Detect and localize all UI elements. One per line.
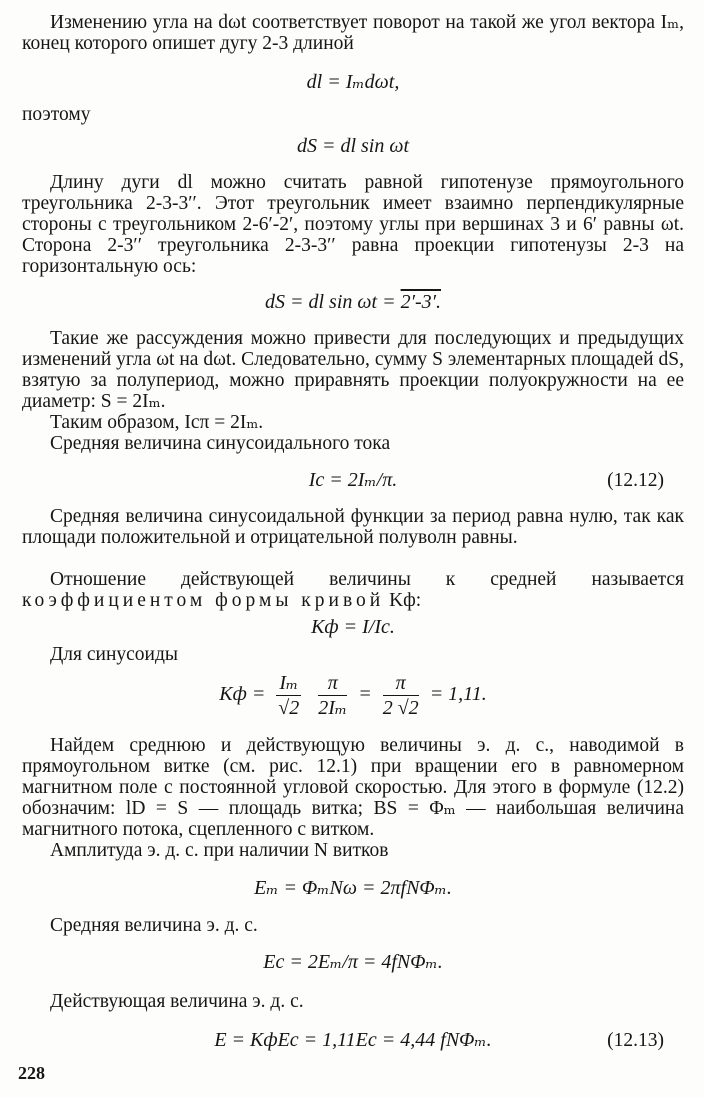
fraction-3 [383, 672, 419, 719]
fraction-1-numerator: Iₘ [276, 672, 301, 696]
paragraph-8 [22, 569, 684, 611]
term-form-factor: коэффициентом формы кривой [22, 590, 385, 611]
paragraph-6: Средняя величина синусоидального тока [50, 433, 391, 454]
paragraph-8-text: Отношение действующей величины к средней называется [50, 569, 684, 590]
equation-ds-projection [22, 292, 684, 313]
paragraph-13: Действующая величина э. д. с. [50, 991, 304, 1012]
equation-12-13 [22, 1030, 684, 1051]
equation-number-12-13: (12.13) [607, 1030, 664, 1051]
eq6-lhs: Kф = [219, 683, 266, 706]
paragraph-11: Амплитуда э. д. с. при наличии N витков [50, 840, 389, 861]
fraction-1-denominator: √2 [278, 697, 300, 719]
equation-dl: dl = Iₘdωt, [306, 71, 400, 93]
fraction-2-numerator: π [318, 672, 347, 696]
equation-12-13-body: E = KфEс = 1,11Eс = 4,44 fNΦₘ. [214, 1029, 492, 1051]
eq6-equals: = [358, 683, 372, 706]
paragraph-8-symbol: Kф: [384, 590, 422, 611]
fraction-2-denominator: 2Iₘ [318, 697, 348, 719]
eq6-rhs: = 1,11. [429, 683, 487, 706]
page-number: 228 [18, 1063, 45, 1083]
paragraph-4: Такие же рассуждения можно привести для последующих и предыдущих изменений угла ωt на dωt. Следовательно, сумму S элементарных площадей dS, взятую за полупериод, можно приравнять проекции полуокружности на ее диаметр: S = 2Iₘ. [22, 328, 684, 412]
equation-emf-average: Eс = 2Eₘ/π = 4fNΦₘ. [263, 951, 443, 973]
paragraph-3: Длину дуги dl можно считать равной гипотенузе прямоугольного треугольника 2-3-3′′. Этот треугольник имеет взаимно перпендикулярные стороны с треугольником 2-6′-2′, поэтому углы при вершинах 3 и 6′ равны ωt. Сторона 2-3′′ треугольника 2-3-3′′ равна проекции гипотенузы 2-3 на горизонтальную ось: [22, 172, 684, 277]
paragraph-12: Средняя величина э. д. с. [50, 915, 258, 936]
equation-number-12-12: (12.12) [607, 470, 664, 491]
fraction-1 [276, 672, 301, 719]
equation-ds: dS = dl sin ωt [296, 135, 410, 157]
equation-12-12 [22, 470, 684, 491]
equation-sinusoid-form-factor [22, 672, 684, 719]
fraction-2 [318, 672, 347, 719]
fraction-3-numerator: π [383, 672, 419, 696]
paragraph-2: поэтому [22, 104, 91, 125]
paragraph-9: Для синусоиды [50, 644, 179, 665]
equation-emf-amplitude: Eₘ = ΦₘNω = 2πfNΦₘ. [254, 877, 452, 899]
fraction-3-denominator: 2 √2 [382, 697, 419, 719]
paragraph-1: Изменению угла на dωt соответствует поворот на такой же угол вектора Iₘ, конец которого опишет дугу 2-3 длиной [22, 12, 684, 54]
paragraph-7: Средняя величина синусоидальной функции за период равна нулю, так как площади положительной и отрицательной полуволн равны. [22, 506, 684, 548]
equation-12-12-body: Iс = 2Iₘ/π. [308, 469, 398, 491]
paragraph-5: Таким образом, Iсπ = 2Iₘ. [50, 412, 264, 433]
equation-ds-projection-overline: 2′-3′. [400, 291, 441, 313]
equation-ds-projection-left: dS = dl sin ωt = [265, 291, 401, 313]
equation-form-factor: Kф = I/Iс. [311, 616, 395, 638]
paragraph-10: Найдем среднюю и действующую величины э. д. с., наводимой в прямоугольном витке (см. рис. 12.1) при вращении его в равномерном магнитном поле с постоянной угловой скоростью. Для этого в формуле (12.2) обозначим: lD = S — площадь витка; BS = Φₘ — наибольшая величина магнитного потока, сцепленного с витком. [22, 735, 684, 840]
